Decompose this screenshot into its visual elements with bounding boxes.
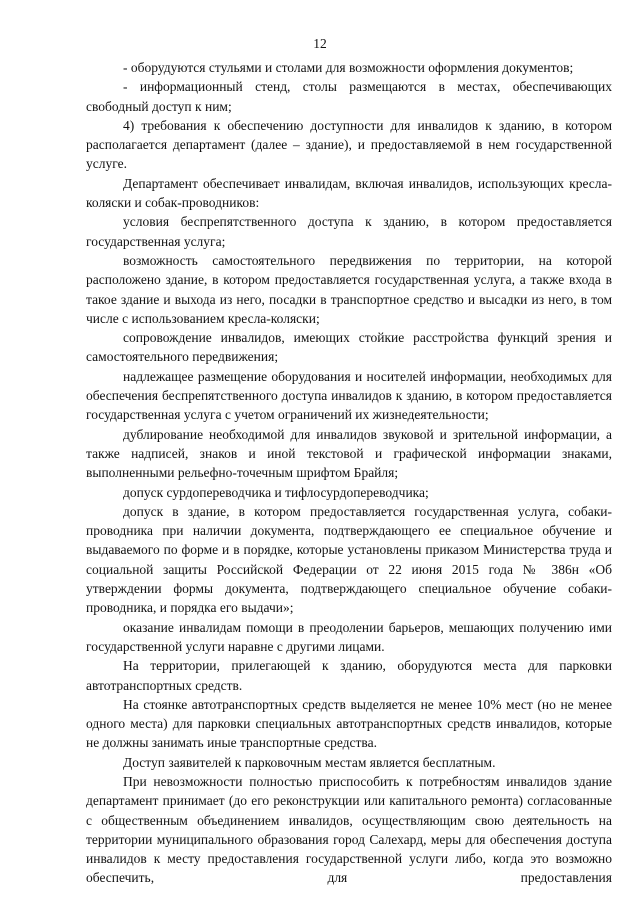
paragraph-guide-dog: допуск в здание, в котором предоставляется государственная услуга, собаки-проводника при наличии документа, подтверждающего ее специальное обучение и выдаваемого по форме и в порядке, которые установлены приказом Министерства труда и социальной защиты Российской Федерации от 22 июня 2015 года № 386н «Об утверждении формы документа, подтверждающего специальное обучение собаки-проводника, и порядка его выдачи»; <box>86 503 612 616</box>
paragraph-accessibility-requirements: 4) требования к обеспечению доступности для инвалидов к зданию, в котором располагается департамент (далее – здание), и предоставляемой в нем государственной услуге. <box>86 117 612 172</box>
paragraph-parking-quota: На стоянке автотранспортных средств выделяется не менее 10% мест (но не менее одного места) для парковки специальных автотранспортных средств инвалидов, которые не должны занимать иные транспортные средства. <box>86 696 612 751</box>
paragraph-free-parking: Доступ заявителей к парковочным местам является бесплатным. <box>123 754 496 770</box>
document-body <box>86 58 612 888</box>
paragraph-furniture: - оборудуются стульями и столами для возможности оформления документов; <box>123 60 574 75</box>
paragraph-adaptation-measures: При невозможности полностью приспособить к потребностям инвалидов здание департамент принимает (до его реконструкции или капитального ремонта) согласованные с общественным объединением инвалидов, осуществляющим свою деятельность на территории муниципального образования город Салехард, меры для обеспечения доступа инвалидов к месту предоставления государственной услуги либо, когда это возможно обеспечить, для предоставления <box>86 773 612 886</box>
paragraph-parking-area: На территории, прилегающей к зданию, оборудуются места для парковки автотранспортных средств. <box>86 658 612 693</box>
paragraph-duplication: дублирование необходимой для инвалидов звуковой и зрительной информации, а также надписей, знаков и иной текстовой и графической информации знаками, выполненными рельефно-точечным шрифтом Брайля; <box>86 426 612 481</box>
paragraph-info-stand: - информационный стенд, столы размещаются в местах, обеспечивающих свободный доступ к ним; <box>86 79 612 114</box>
paragraph-unobstructed-access: условия беспрепятственного доступа к зданию, в котором предоставляется государственная услуга; <box>86 214 612 249</box>
paragraph-escort: сопровождение инвалидов, имеющих стойкие расстройства функций зрения и самостоятельного передвижения; <box>86 330 612 365</box>
page-number: 12 <box>313 36 327 51</box>
paragraph-interpreter-admission: допуск сурдопереводчика и тифлосурдопереводчика; <box>123 484 429 500</box>
paragraph-assistance: оказание инвалидам помощи в преодолении барьеров, мешающих получению ими государственной услуги наравне с другими лицами. <box>86 619 612 654</box>
paragraph-independent-movement: возможность самостоятельного передвижения по территории, на которой расположено здание, в котором предоставляется государственная услуга, а также входа в такое здание и выхода из него, посадки в транспортное средство и высадки из него, в том числе с использованием кресла-коляски; <box>86 252 612 326</box>
paragraph-department-provides: Департамент обеспечивает инвалидам, включая инвалидов, использующих кресла-коляски и собак-проводников: <box>86 175 612 211</box>
paragraph-equipment-placement: надлежащее размещение оборудования и носителей информации, необходимых для обеспечения беспрепятственного доступа инвалидов к зданию, в котором предоставляется государственная услуга с учетом ограничений их жизнедеятельности; <box>86 368 612 423</box>
